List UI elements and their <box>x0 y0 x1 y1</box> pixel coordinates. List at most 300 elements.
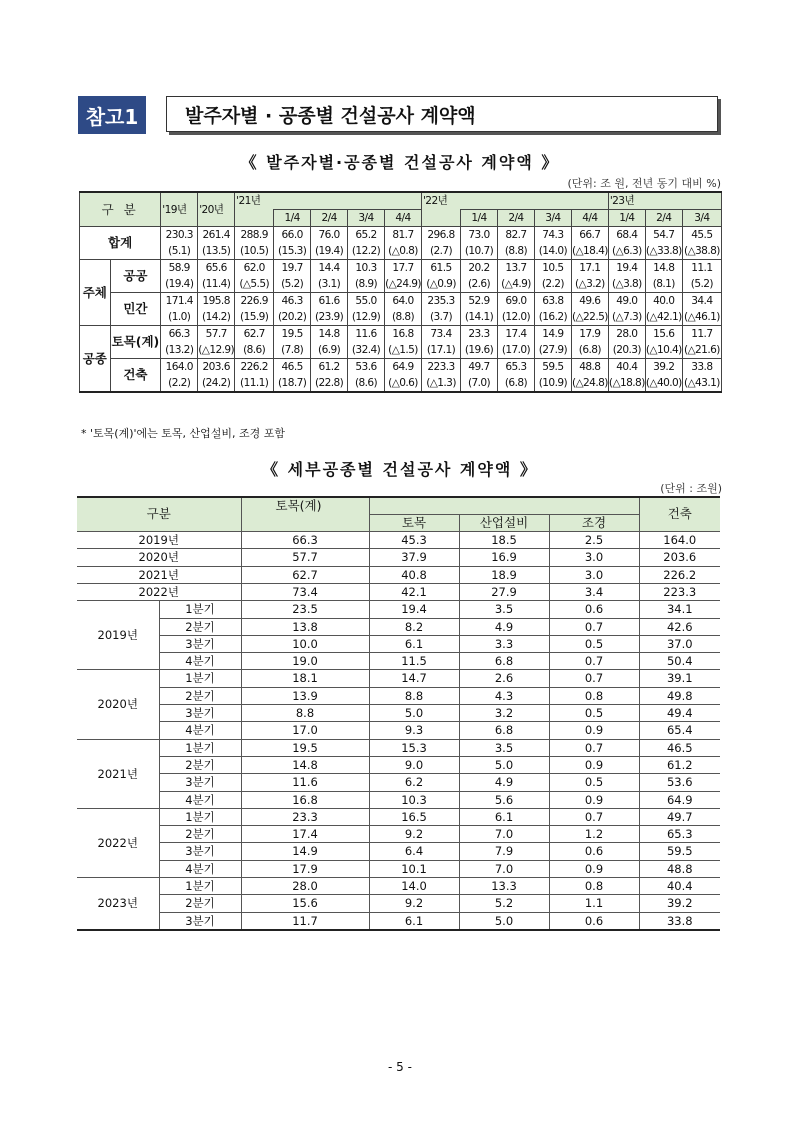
table-row <box>80 359 722 376</box>
change-cell: (8.6) <box>348 375 385 392</box>
table-row <box>80 293 722 310</box>
contract-by-detailed-type-table <box>77 496 720 931</box>
quarter-header: 1/4 <box>274 210 311 227</box>
value-cell: 61.6 <box>311 293 348 310</box>
year-header: '19년 <box>161 192 198 227</box>
table-row <box>77 722 720 739</box>
page-number: - 5 - <box>388 1060 412 1074</box>
value-cell: 6.1 <box>369 912 459 930</box>
value-cell: 46.5 <box>639 739 720 756</box>
value-cell: 28.0 <box>608 326 645 343</box>
change-cell: (15.9) <box>235 309 274 326</box>
row-label: 민간 <box>110 293 161 326</box>
quarter-label: 2분기 <box>159 618 241 635</box>
value-cell: 14.9 <box>241 843 369 860</box>
change-cell: (△10.4) <box>645 342 682 359</box>
value-cell: 203.6 <box>198 359 235 376</box>
year-header: '20년 <box>198 192 235 227</box>
value-cell: 235.3 <box>422 293 461 310</box>
value-cell: 19.4 <box>369 601 459 618</box>
table-row <box>77 705 720 722</box>
value-cell: 45.5 <box>682 227 721 244</box>
quarter-header: 3/4 <box>682 210 721 227</box>
gubun-header: 구분 <box>77 497 241 532</box>
value-cell: 73.0 <box>461 227 498 244</box>
change-cell: (△46.1) <box>682 309 721 326</box>
value-cell: 20.2 <box>461 260 498 277</box>
table-row <box>77 756 720 773</box>
value-cell: 64.9 <box>385 359 422 376</box>
change-cell: (3.7) <box>422 309 461 326</box>
value-cell: 18.1 <box>241 670 369 687</box>
change-cell: (△33.8) <box>645 243 682 260</box>
value-cell: 64.9 <box>639 791 720 808</box>
blank-cell <box>369 497 639 514</box>
value-cell: 61.5 <box>422 260 461 277</box>
table-row <box>77 583 720 600</box>
value-cell: 7.0 <box>459 826 549 843</box>
value-cell: 11.7 <box>682 326 721 343</box>
year-label: 2019년 <box>77 532 241 549</box>
value-cell: 40.4 <box>639 878 720 895</box>
value-cell: 13.3 <box>459 878 549 895</box>
table-row <box>80 227 722 244</box>
civil-total-header: 토목(계) <box>241 497 369 514</box>
value-cell: 14.7 <box>369 670 459 687</box>
value-cell: 0.7 <box>549 739 639 756</box>
table-row <box>77 670 720 687</box>
value-cell: 0.7 <box>549 670 639 687</box>
change-cell: (14.1) <box>461 309 498 326</box>
change-cell: (5.1) <box>161 243 198 260</box>
value-cell: 64.0 <box>385 293 422 310</box>
value-cell: 0.5 <box>549 635 639 652</box>
year-header: '23년 <box>608 192 721 210</box>
row-label: 공공 <box>110 260 161 293</box>
value-cell: 48.8 <box>571 359 608 376</box>
change-cell: (13.2) <box>161 342 198 359</box>
value-cell: 14.9 <box>534 326 571 343</box>
table-row <box>77 791 720 808</box>
value-cell: 10.1 <box>369 860 459 877</box>
value-cell: 17.0 <box>241 722 369 739</box>
table1-title: 《 발주자별·공종별 건설공사 계약액 》 <box>240 153 560 172</box>
quarter-header: 2/4 <box>645 210 682 227</box>
value-cell: 226.2 <box>639 566 720 583</box>
value-cell: 14.8 <box>311 326 348 343</box>
value-cell: 0.9 <box>549 860 639 877</box>
value-cell: 4.3 <box>459 687 549 704</box>
table-row <box>80 375 722 392</box>
value-cell: 46.3 <box>274 293 311 310</box>
value-cell: 16.9 <box>459 549 549 566</box>
value-cell: 17.7 <box>385 260 422 277</box>
value-cell: 57.7 <box>198 326 235 343</box>
value-cell: 0.5 <box>549 705 639 722</box>
year-label: 2023년 <box>77 878 159 930</box>
change-cell: (3.1) <box>311 276 348 293</box>
table-row <box>77 601 720 618</box>
table-row <box>77 774 720 791</box>
value-cell: 1.1 <box>549 895 639 912</box>
value-cell: 10.5 <box>534 260 571 277</box>
table-row <box>77 687 720 704</box>
value-cell: 49.7 <box>639 808 720 825</box>
change-cell: (△38.8) <box>682 243 721 260</box>
change-cell: (2.6) <box>461 276 498 293</box>
quarter-label: 3분기 <box>159 843 241 860</box>
quarter-label: 2분기 <box>159 756 241 773</box>
table-row <box>77 549 720 566</box>
change-cell: (6.8) <box>497 375 534 392</box>
change-cell: (20.3) <box>608 342 645 359</box>
value-cell: 171.4 <box>161 293 198 310</box>
change-cell: (12.2) <box>348 243 385 260</box>
table1-footnote: * '토목(계)'에는 토목, 산업설비, 조경 포함 <box>81 427 285 440</box>
value-cell: 9.0 <box>369 756 459 773</box>
value-cell: 195.8 <box>198 293 235 310</box>
change-cell: (17.1) <box>422 342 461 359</box>
value-cell: 19.7 <box>274 260 311 277</box>
value-cell: 10.3 <box>348 260 385 277</box>
change-cell: (5.2) <box>682 276 721 293</box>
quarter-header: 4/4 <box>571 210 608 227</box>
value-cell: 16.5 <box>369 808 459 825</box>
blank-cell <box>422 210 461 227</box>
value-cell: 6.1 <box>459 808 549 825</box>
row-label: 토목(계) <box>110 326 161 359</box>
value-cell: 11.5 <box>369 653 459 670</box>
value-cell: 37.0 <box>639 635 720 652</box>
value-cell: 53.6 <box>639 774 720 791</box>
value-cell: 73.4 <box>422 326 461 343</box>
value-cell: 42.1 <box>369 583 459 600</box>
value-cell: 34.1 <box>639 601 720 618</box>
value-cell: 13.9 <box>241 687 369 704</box>
value-cell: 40.0 <box>645 293 682 310</box>
change-cell: (24.2) <box>198 375 235 392</box>
value-cell: 27.9 <box>459 583 549 600</box>
change-cell: (8.8) <box>385 309 422 326</box>
value-cell: 3.0 <box>549 549 639 566</box>
quarter-header: 3/4 <box>348 210 385 227</box>
value-cell: 5.0 <box>459 912 549 930</box>
landscape-header: 조경 <box>549 514 639 531</box>
change-cell: (△6.3) <box>608 243 645 260</box>
value-cell: 66.0 <box>274 227 311 244</box>
change-cell: (△24.9) <box>385 276 422 293</box>
value-cell: 9.2 <box>369 895 459 912</box>
change-cell: (14.2) <box>198 309 235 326</box>
change-cell: (14.0) <box>534 243 571 260</box>
quarter-label: 3분기 <box>159 635 241 652</box>
value-cell: 15.6 <box>645 326 682 343</box>
value-cell: 164.0 <box>161 359 198 376</box>
change-cell: (△0.6) <box>385 375 422 392</box>
value-cell: 73.4 <box>241 583 369 600</box>
plant-header: 산업설비 <box>459 514 549 531</box>
quarter-label: 1분기 <box>159 808 241 825</box>
quarter-label: 2분기 <box>159 826 241 843</box>
table-row <box>77 912 720 930</box>
value-cell: 62.0 <box>235 260 274 277</box>
value-cell: 65.2 <box>348 227 385 244</box>
value-cell: 0.8 <box>549 878 639 895</box>
value-cell: 5.0 <box>369 705 459 722</box>
value-cell: 17.9 <box>241 860 369 877</box>
value-cell: 61.2 <box>311 359 348 376</box>
table-row <box>77 635 720 652</box>
value-cell: 9.2 <box>369 826 459 843</box>
quarter-header: 2/4 <box>311 210 348 227</box>
value-cell: 23.3 <box>461 326 498 343</box>
value-cell: 40.8 <box>369 566 459 583</box>
change-cell: (△12.9) <box>198 342 235 359</box>
change-cell: (23.9) <box>311 309 348 326</box>
quarter-label: 1분기 <box>159 670 241 687</box>
year-label: 2019년 <box>77 601 159 670</box>
table-row <box>77 860 720 877</box>
table-row <box>77 808 720 825</box>
value-cell: 11.6 <box>348 326 385 343</box>
value-cell: 65.3 <box>639 826 720 843</box>
value-cell: 52.9 <box>461 293 498 310</box>
quarter-label: 2분기 <box>159 687 241 704</box>
value-cell: 66.3 <box>161 326 198 343</box>
table-row <box>77 843 720 860</box>
change-cell: (△4.9) <box>497 276 534 293</box>
value-cell: 0.7 <box>549 808 639 825</box>
change-cell: (△5.5) <box>235 276 274 293</box>
value-cell: 76.0 <box>311 227 348 244</box>
value-cell: 49.4 <box>639 705 720 722</box>
value-cell: 6.8 <box>459 722 549 739</box>
value-cell: 16.8 <box>241 791 369 808</box>
value-cell: 54.7 <box>645 227 682 244</box>
table2-unit: (단위 : 조원) <box>660 482 722 495</box>
table-row <box>77 878 720 895</box>
table-row <box>77 532 720 549</box>
change-cell: (△0.9) <box>422 276 461 293</box>
value-cell: 17.4 <box>241 826 369 843</box>
value-cell: 23.5 <box>241 601 369 618</box>
value-cell: 0.8 <box>549 687 639 704</box>
table-row <box>77 618 720 635</box>
year-header: '22년 <box>422 192 609 210</box>
change-cell: (11.4) <box>198 276 235 293</box>
change-cell: (△1.3) <box>422 375 461 392</box>
quarter-label: 3분기 <box>159 774 241 791</box>
value-cell: 58.9 <box>161 260 198 277</box>
change-cell: (5.2) <box>274 276 311 293</box>
value-cell: 8.8 <box>369 687 459 704</box>
value-cell: 14.0 <box>369 878 459 895</box>
value-cell: 3.2 <box>459 705 549 722</box>
quarter-label: 4분기 <box>159 653 241 670</box>
value-cell: 6.1 <box>369 635 459 652</box>
change-cell: (△21.6) <box>682 342 721 359</box>
contract-by-client-table <box>79 191 722 393</box>
row-group-label: 공종 <box>80 326 111 393</box>
change-cell: (27.9) <box>534 342 571 359</box>
value-cell: 0.7 <box>549 618 639 635</box>
value-cell: 13.8 <box>241 618 369 635</box>
value-cell: 62.7 <box>235 326 274 343</box>
quarter-header: 2/4 <box>497 210 534 227</box>
change-cell: (7.0) <box>461 375 498 392</box>
value-cell: 1.2 <box>549 826 639 843</box>
value-cell: 74.3 <box>534 227 571 244</box>
table-row <box>80 243 722 260</box>
value-cell: 19.5 <box>274 326 311 343</box>
value-cell: 65.3 <box>497 359 534 376</box>
value-cell: 33.8 <box>639 912 720 930</box>
change-cell: (2.7) <box>422 243 461 260</box>
year-label: 2022년 <box>77 583 241 600</box>
value-cell: 5.6 <box>459 791 549 808</box>
year-label: 2022년 <box>77 808 159 877</box>
value-cell: 0.5 <box>549 774 639 791</box>
change-cell: (△3.8) <box>608 276 645 293</box>
value-cell: 49.7 <box>461 359 498 376</box>
change-cell: (10.5) <box>235 243 274 260</box>
table-row <box>80 342 722 359</box>
change-cell: (32.4) <box>348 342 385 359</box>
value-cell: 53.6 <box>348 359 385 376</box>
change-cell: (△1.5) <box>385 342 422 359</box>
value-cell: 69.0 <box>497 293 534 310</box>
change-cell: (△42.1) <box>645 309 682 326</box>
change-cell: (△18.8) <box>608 375 645 392</box>
value-cell: 18.9 <box>459 566 549 583</box>
value-cell: 19.0 <box>241 653 369 670</box>
value-cell: 8.2 <box>369 618 459 635</box>
value-cell: 39.2 <box>639 895 720 912</box>
change-cell: (19.4) <box>161 276 198 293</box>
change-cell: (△43.1) <box>682 375 721 392</box>
change-cell: (19.6) <box>461 342 498 359</box>
value-cell: 223.3 <box>639 583 720 600</box>
value-cell: 17.4 <box>497 326 534 343</box>
change-cell: (6.9) <box>311 342 348 359</box>
value-cell: 203.6 <box>639 549 720 566</box>
change-cell: (8.6) <box>235 342 274 359</box>
value-cell: 223.3 <box>422 359 461 376</box>
change-cell: (22.8) <box>311 375 348 392</box>
value-cell: 2.5 <box>549 532 639 549</box>
value-cell: 261.4 <box>198 227 235 244</box>
value-cell: 61.2 <box>639 756 720 773</box>
value-cell: 19.5 <box>241 739 369 756</box>
value-cell: 3.3 <box>459 635 549 652</box>
change-cell: (19.4) <box>311 243 348 260</box>
value-cell: 10.0 <box>241 635 369 652</box>
row-label: 건축 <box>110 359 161 393</box>
value-cell: 16.8 <box>385 326 422 343</box>
value-cell: 28.0 <box>241 878 369 895</box>
change-cell: (△18.4) <box>571 243 608 260</box>
table-row <box>77 566 720 583</box>
quarter-label: 4분기 <box>159 860 241 877</box>
value-cell: 49.6 <box>571 293 608 310</box>
value-cell: 81.7 <box>385 227 422 244</box>
change-cell: (△0.8) <box>385 243 422 260</box>
value-cell: 0.7 <box>549 653 639 670</box>
quarter-label: 1분기 <box>159 878 241 895</box>
value-cell: 0.9 <box>549 791 639 808</box>
value-cell: 0.6 <box>549 843 639 860</box>
quarter-label: 3분기 <box>159 705 241 722</box>
table-row <box>77 826 720 843</box>
value-cell: 59.5 <box>639 843 720 860</box>
value-cell: 8.8 <box>241 705 369 722</box>
value-cell: 0.9 <box>549 722 639 739</box>
change-cell: (8.8) <box>497 243 534 260</box>
value-cell: 40.4 <box>608 359 645 376</box>
value-cell: 65.6 <box>198 260 235 277</box>
value-cell: 66.7 <box>571 227 608 244</box>
quarter-label: 3분기 <box>159 912 241 930</box>
value-cell: 5.0 <box>459 756 549 773</box>
value-cell: 15.3 <box>369 739 459 756</box>
value-cell: 0.9 <box>549 756 639 773</box>
value-cell: 3.5 <box>459 739 549 756</box>
value-cell: 288.9 <box>235 227 274 244</box>
gubun-header: 구 분 <box>80 192 161 227</box>
value-cell: 0.6 <box>549 912 639 930</box>
value-cell: 39.1 <box>639 670 720 687</box>
table1-unit: (단위: 조 원, 전년 동기 대비 %) <box>567 177 721 190</box>
value-cell: 17.1 <box>571 260 608 277</box>
value-cell: 296.8 <box>422 227 461 244</box>
value-cell: 45.3 <box>369 532 459 549</box>
change-cell: (7.8) <box>274 342 311 359</box>
reference-badge: 참고1 <box>78 96 146 134</box>
value-cell: 42.6 <box>639 618 720 635</box>
change-cell: (12.9) <box>348 309 385 326</box>
change-cell: (8.9) <box>348 276 385 293</box>
change-cell: (15.3) <box>274 243 311 260</box>
building-header: 건축 <box>639 497 720 532</box>
value-cell: 7.9 <box>459 843 549 860</box>
value-cell: 62.7 <box>241 566 369 583</box>
value-cell: 6.2 <box>369 774 459 791</box>
table-row <box>77 895 720 912</box>
value-cell: 2.6 <box>459 670 549 687</box>
page-title <box>166 96 718 132</box>
value-cell: 3.4 <box>549 583 639 600</box>
value-cell: 3.0 <box>549 566 639 583</box>
value-cell: 65.4 <box>639 722 720 739</box>
change-cell: (17.0) <box>497 342 534 359</box>
change-cell: (1.0) <box>161 309 198 326</box>
change-cell: (13.5) <box>198 243 235 260</box>
table-row <box>80 276 722 293</box>
change-cell: (2.2) <box>161 375 198 392</box>
value-cell: 33.8 <box>682 359 721 376</box>
value-cell: 3.5 <box>459 601 549 618</box>
year-label: 2021년 <box>77 739 159 808</box>
value-cell: 11.1 <box>682 260 721 277</box>
value-cell: 14.4 <box>311 260 348 277</box>
year-label: 2021년 <box>77 566 241 583</box>
quarter-label: 4분기 <box>159 791 241 808</box>
quarter-header: 1/4 <box>461 210 498 227</box>
quarter-label: 1분기 <box>159 739 241 756</box>
row-label: 합계 <box>80 227 161 260</box>
value-cell: 164.0 <box>639 532 720 549</box>
value-cell: 66.3 <box>241 532 369 549</box>
